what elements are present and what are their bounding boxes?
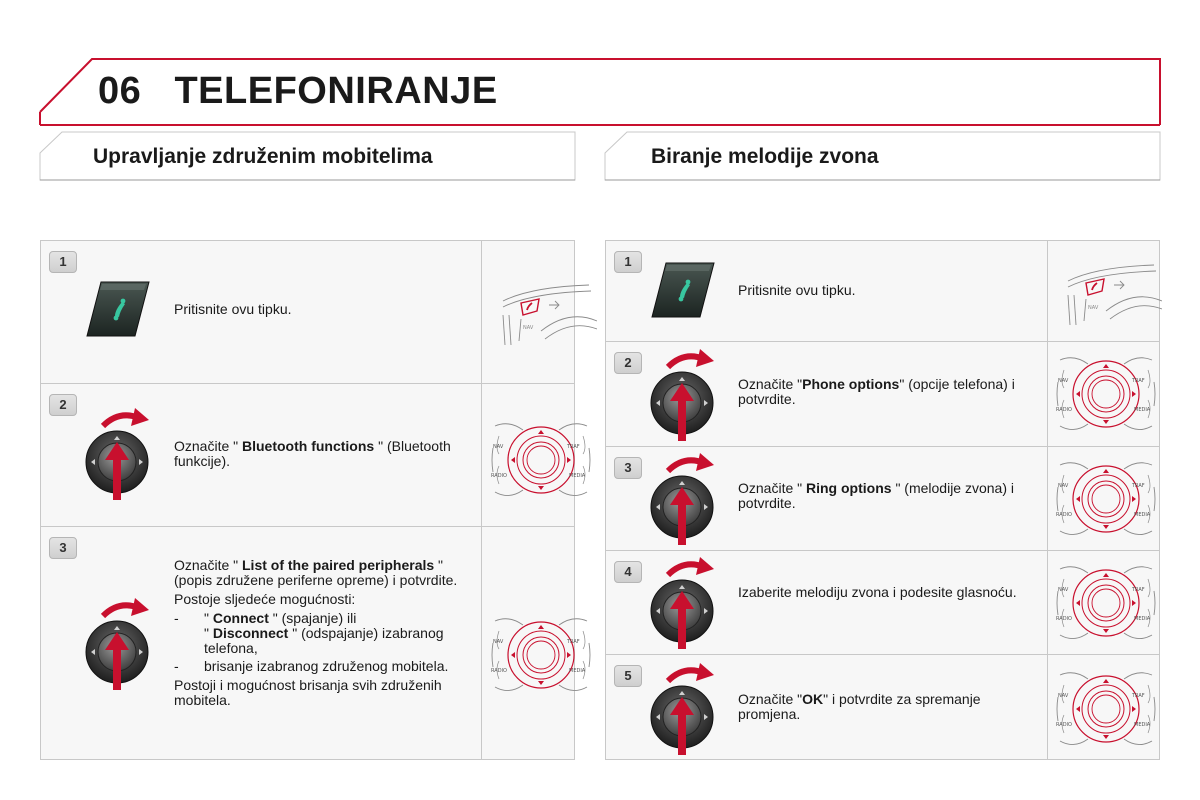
right-step-1 [606,241,1159,341]
svg-text:NAV: NAV [523,325,534,331]
step-text: Pritisnite ovu tipku. [174,301,292,317]
svg-text:RADIO: RADIO [1056,512,1072,518]
step-number-badge: 2 [49,394,77,416]
step-text: Pritisnite ovu tipku. [738,282,856,298]
svg-text:RADIO: RADIO [1056,722,1072,728]
right-step-5 [606,654,1159,760]
rotary-dial-press-icon [85,596,151,697]
svg-text:NAV: NAV [1058,483,1069,489]
step-number-badge: 1 [49,251,77,273]
step-number-badge: 4 [614,561,642,583]
left-step-2 [41,383,586,526]
step-number-badge: 1 [614,251,642,273]
svg-text:TRAF: TRAF [1132,693,1145,699]
control-dial-thumbnail [489,613,593,702]
dashboard-phone-key-thumbnail [1066,261,1162,332]
rotary-dial-press-icon [650,451,716,552]
svg-text:NAV: NAV [1058,693,1069,699]
right-step-4 [606,550,1159,654]
left-step-3 [41,526,586,760]
control-dial-thumbnail [489,418,593,507]
svg-text:NAV: NAV [493,444,504,450]
svg-text:NAV: NAV [1058,587,1069,593]
chapter-heading [98,70,498,113]
step-number-badge: 5 [614,665,642,687]
right-step-2 [606,341,1159,446]
left-steps-panel [40,240,586,760]
svg-text:RADIO: RADIO [491,473,507,479]
svg-text:NAV: NAV [493,639,504,645]
step-text: Označite " Ring options " (melodije zvona) i potvrdite. [738,480,1015,511]
rotary-dial-press-icon [650,347,716,448]
chapter-number: 06 [98,70,142,112]
phone-key-icon [650,261,716,324]
step-number-badge: 3 [49,537,77,559]
rotary-dial-press-icon [650,555,716,656]
svg-text:MEDIA: MEDIA [1134,722,1151,728]
step-text: Označite " List of the paired peripherals " (popis združene periferne opreme) i potvrdite. Postoje sljedeće mogućnosti: - " Connect " (spajanje) ili " Disconnect " (odspajanje) izabranog telefona, - brisanje izabranog združenog mobitela. Postoji i mogućnost brisanja svih združenih mobitela. [174,558,464,712]
rotary-dial-press-icon [650,661,716,762]
svg-text:TRAF: TRAF [1132,378,1145,384]
svg-text:MEDIA: MEDIA [569,473,586,479]
svg-text:RADIO: RADIO [491,668,507,674]
step-text: Izaberite melodiju zvona i podesite glasnoću. [738,584,1017,600]
svg-text:RADIO: RADIO [1056,407,1072,413]
svg-text:TRAF: TRAF [1132,587,1145,593]
svg-text:TRAF: TRAF [567,444,580,450]
control-dial-thumbnail [1054,457,1158,546]
svg-text:TRAF: TRAF [567,639,580,645]
left-section-title: Upravljanje združenim mobitelima [93,145,433,168]
svg-text:RADIO: RADIO [1056,616,1072,622]
left-step-1 [41,241,574,383]
step-number-badge: 3 [614,457,642,479]
control-dial-thumbnail [1054,561,1158,650]
step-text: Označite " Bluetooth functions " (Bluetooth funkcije). [174,438,451,469]
right-steps-panel [605,240,1160,760]
svg-text:NAV: NAV [1058,378,1069,384]
option-item: - " Connect " (spajanje) ili " Disconnect " (odspajanje) izabranog telefona, [174,610,444,656]
phone-key-icon [85,280,151,343]
right-section-title: Biranje melodije zvona [651,145,879,168]
step-text: Označite "OK" i potvrdite za spremanje promjena. [738,691,981,722]
control-dial-thumbnail [1054,667,1158,756]
dashboard-phone-key-thumbnail [501,281,597,352]
svg-text:NAV: NAV [1088,305,1099,311]
step-text: Označite "Phone options" (opcije telefona) i potvrdite. [738,376,1015,407]
svg-text:MEDIA: MEDIA [1134,616,1151,622]
rotary-dial-press-icon [85,406,151,507]
step-number-badge: 2 [614,352,642,374]
option-item: - brisanje izabranog združenog mobitela. [174,658,449,674]
right-step-3 [606,446,1159,550]
possibilities-heading: Postoje sljedeće mogućnosti: [174,591,356,607]
svg-text:TRAF: TRAF [1132,483,1145,489]
control-dial-thumbnail [1054,352,1158,441]
chapter-title: TELEFONIRANJE [174,70,498,112]
svg-text:MEDIA: MEDIA [1134,512,1151,518]
svg-text:MEDIA: MEDIA [569,668,586,674]
step-note: Postoji i mogućnost brisanja svih združenih mobitela. [174,677,442,708]
svg-text:MEDIA: MEDIA [1134,407,1151,413]
